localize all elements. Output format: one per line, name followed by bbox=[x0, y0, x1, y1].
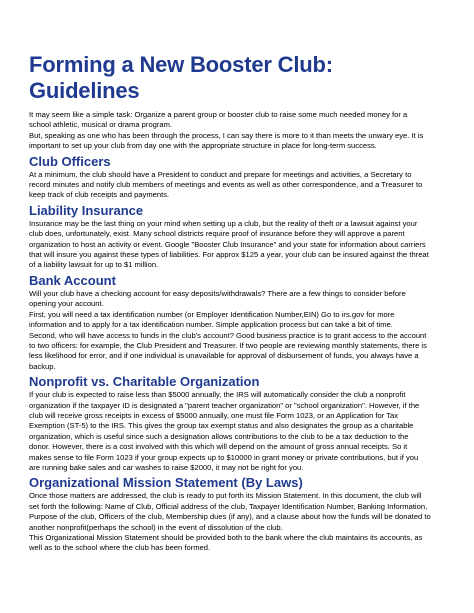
bank-account-paragraph-1: Will your club have a checking account for easy deposits/withdrawals? There are a few things to consider before opening your account. bbox=[29, 288, 406, 309]
nonprofit-paragraph: If your club is expected to raise less than $5000 annually, the IRS will automatically consider the club a nonprofit organization if the taxpayer ID is designated a "parent teacher organization" or "school organization". However, if the club will receive gross receipts in excess of $5000 annually, one must file Form 1023, or an Application for Tax Exemption (ST-5) to the IRS. This gives the group tax exempt status and also designates the group as a charitable organization, which is useful since such a designation allows contributions to the club to be a tax deduction to the donor. However, there is a cost involved with this which will depend on the amount of gross annual receipts. So it makes sense to file Form 1023 if your group expects up to $10000 in grant money or private contributions, but if you are running bake sales and car washes to raise $2000, it may not be right for you. bbox=[29, 390, 420, 472]
mission-statement-paragraph-2: This Organizational Mission Statement should be provided both to the bank where the club maintains its accounts, as well as to the school where the club has been formed. bbox=[29, 533, 423, 553]
heading-nonprofit-vs-charitable: Nonprofit vs. Charitable Organization bbox=[29, 374, 260, 390]
heading-bank-account: Bank Account bbox=[29, 272, 116, 288]
mission-statement-paragraph-1: Once those matters are addressed, the club is ready to put forth its Mission Statement. In this document, the club will set forth the following: Name of Club, Official address of the club, Taxpayer Identification Number, Banking Information, Purpose of the club, Officers of the club, Membership dues (if any), and a clause about how the funds will be donated to another nonprofit(perhaps the school) in the event of dissolution of the club. bbox=[29, 491, 431, 532]
club-officers-paragraph: At a minimum, the club should have a President to conduct and prepare for meetings and activities, a Secretary to record minutes and notify club members of meetings and events as well as other correspondence, and a Treasurer to keep track of club receipts and payments. bbox=[29, 169, 423, 200]
heading-mission-statement: Organizational Mission Statement (By Laws) bbox=[29, 475, 303, 491]
bank-account-paragraph-2: First, you will need a tax identification number (or Employer Identification Number,EIN) Go to irs.gov for more information and to apply for a tax identification number. Simple application process but can take a bit of time. bbox=[29, 309, 395, 330]
liability-insurance-paragraph: Insurance may be the last thing on your mind when setting up a club, but the reality of theft or a lawsuit against your club does, unfortunately, exist. Many school districts require proof of insurance before they will approve a parent organization to host an activity or event. Google "Booster Club Insurance" and your state for information about carriers that will insure you against these types of liabilities. For approx $125 a year, your club can be insured against the threat of a liability lawsuit for up to $1 million. bbox=[29, 218, 429, 270]
heading-club-officers: Club Officers bbox=[29, 153, 111, 169]
intro-paragraph-1: It may seem like a simple task: Organize a parent group or booster club to raise some much needed money for a school athletic, musical or drama program. bbox=[29, 110, 408, 130]
page-title: Forming a New Booster Club: Guidelines bbox=[29, 52, 333, 103]
heading-liability-insurance: Liability Insurance bbox=[29, 202, 144, 218]
bank-account-paragraph-3: Second, who will have access to funds in the club's account? Good business practice is to grant access to the account to two officers: for example, the Club President and Treasurer. If two people are reviewing monthly statements, there is less likelihood for error, and if one individual is unavailable for approval of disbursement of funds, you always have a backup. bbox=[29, 330, 427, 371]
intro-paragraph-2: But, speaking as one who has been through the process, I can say there is more to it than meets the unwary eye. It is important to set up your club from day one with the appropriate structure in place for long-term success. bbox=[29, 130, 424, 151]
